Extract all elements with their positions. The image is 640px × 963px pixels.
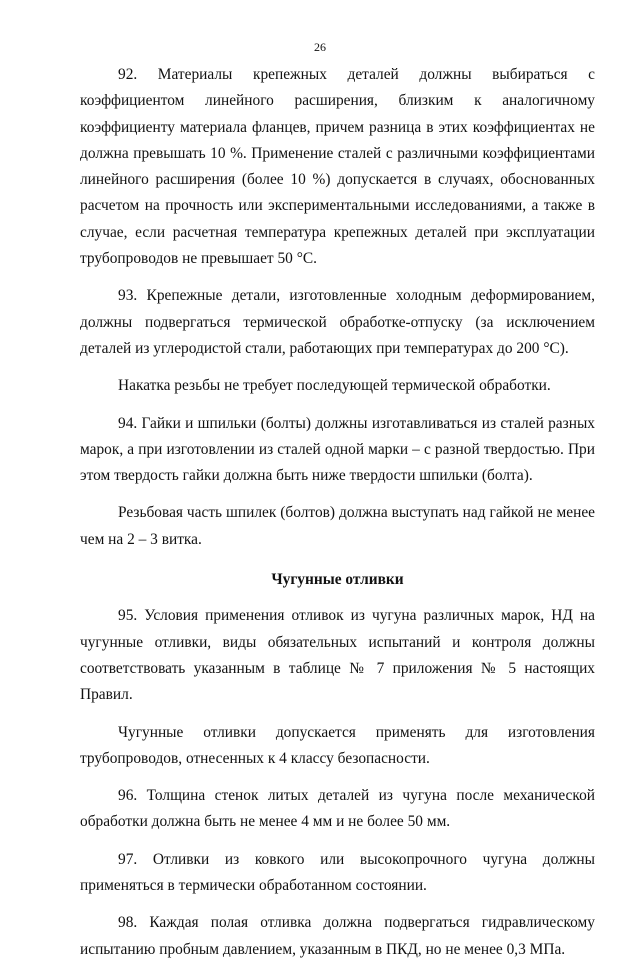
paragraph-95-note: Чугунные отливки допускается применять для изготовления трубопроводов, отнесенных к 4 классу безопасности. — [80, 723, 595, 767]
paragraph-94-note: Резьбовая часть шпилек (болтов) должна выступать над гайкой не менее чем на 2 – 3 витка. — [80, 504, 595, 548]
paragraph-94: 94. Гайки и шпильки (болты) должны изготавливаться из сталей разных марок, а при изготовлении из сталей одной марки – с разной твердостью. При этом твердость гайки должна быть ниже твердости шпильки (болта). — [80, 414, 595, 485]
paragraph-98: 98. Каждая полая отливка должна подвергаться гидравлическому испытанию пробным давлением, указанным в ПКД, но не менее 0,3 МПа. — [80, 914, 595, 958]
paragraph-93: 93. Крепежные детали, изготовленные холодным деформированием, должны подвергаться термической обработке-отпуску (за исключением деталей из углеродистой стали, работающих при температурах до 200 °С). — [80, 287, 595, 357]
paragraph-95: 95. Условия применения отливок из чугуна различных марок, НД на чугунные отливки, виды обязательных испытаний и контроля должны соответствовать указанным в таблице № 7 приложения № 5 настоящих Правил. — [80, 607, 595, 704]
document-body — [80, 62, 595, 963]
paragraph-96: 96. Толщина стенок литых деталей из чугуна после механической обработки должна быть не менее 4 мм и не более 50 мм. — [80, 787, 595, 831]
section-title: Чугунные отливки — [271, 571, 404, 589]
paragraph-97: 97. Отливки из ковкого или высокопрочного чугуна должны применяться в термически обработанном состоянии. — [80, 850, 595, 895]
paragraph-92: 92. Материалы крепежных деталей должны выбираться с коэффициентом линейного расширения, близким к аналогичному коэффициенту материала фланцев, причем разница в этих коэффициентах не должна превышать 10 %. Применение сталей с различными коэффициентами линейного расширения (более 10 %) допускается в случаях, обоснованных расчетом на прочность или экспериментальными исследованиями, а также в случае, если расчетная температура крепежных деталей при эксплуатации трубопроводов не превышает 50 °С. — [80, 66, 595, 268]
page-number: 26 — [314, 40, 326, 54]
paragraph-93-note: Накатка резьбы не требует последующей термической обработки. — [118, 377, 551, 395]
